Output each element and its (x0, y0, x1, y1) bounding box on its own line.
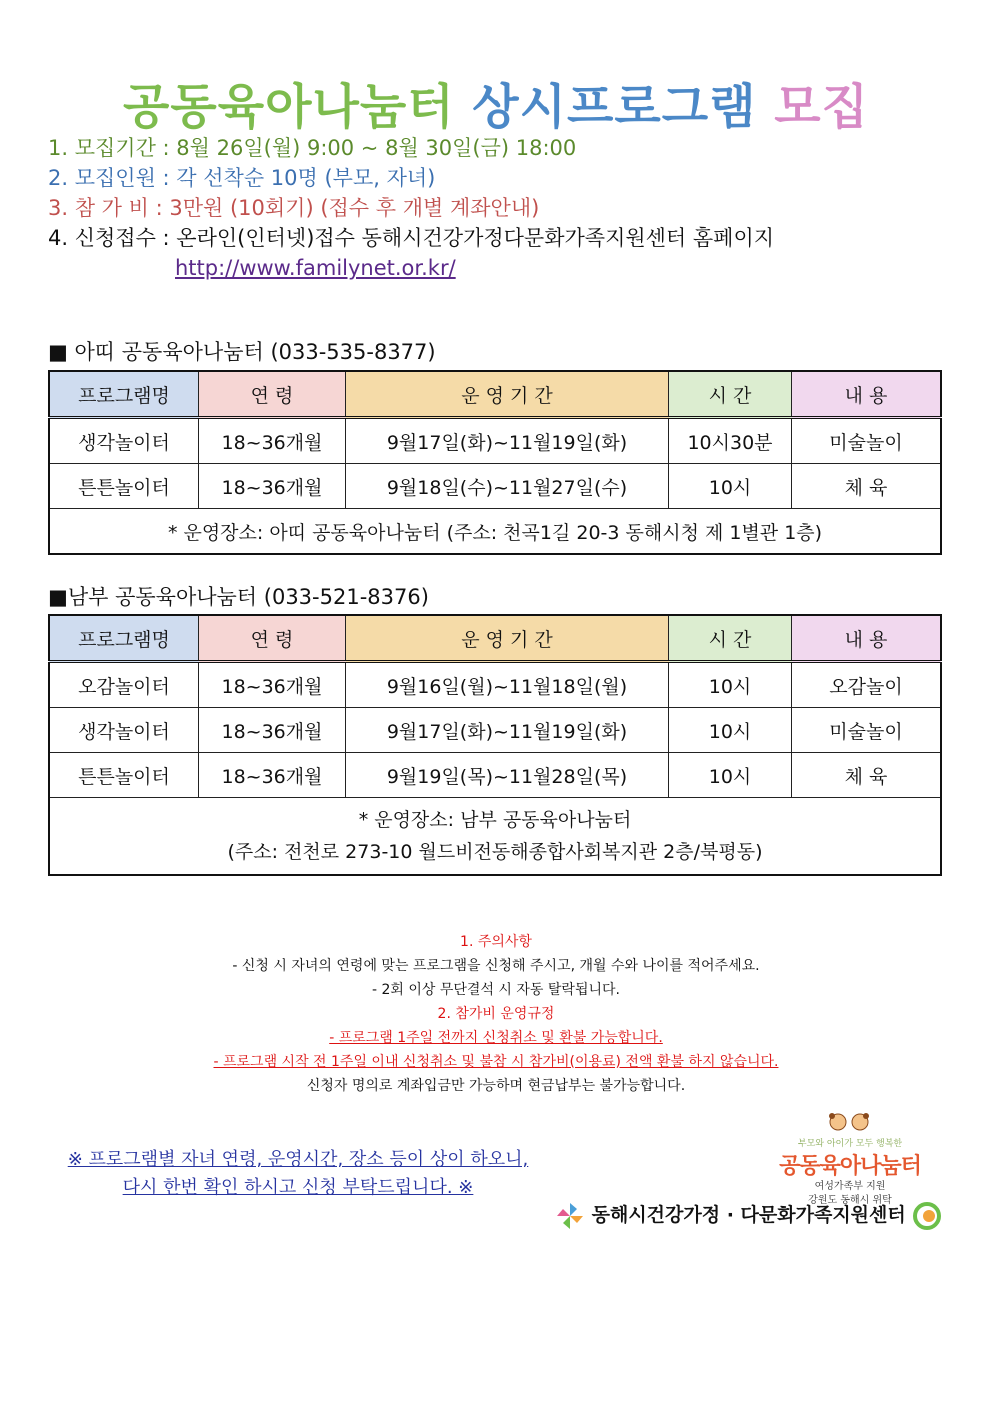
notice-line: - 프로그램 1주일 전까지 신청취소 및 환불 가능합니다. (329, 1030, 663, 1046)
pinwheel-icon (555, 1201, 585, 1231)
section1-title: ■ 아띠 공동육아나눔터 (033-535-8377) (48, 340, 436, 364)
table-footer-row (49, 798, 941, 876)
table-footer-row (49, 509, 941, 555)
page-title (0, 68, 992, 137)
col-header: 연 령 (199, 371, 346, 418)
notice-line: 신청자 명의로 계좌입금만 가능하며 현금납부는 불가능합니다. (306, 1078, 686, 1094)
info-fee: 3. 참 가 비 : 3만원 (10회기) (접수 후 개별 계좌안내) (48, 196, 540, 220)
homepage-link[interactable]: http://www.familynet.or.kr/ (175, 256, 456, 280)
col-header: 프로그램명 (49, 615, 199, 662)
notice-heading-2: 2. 참가비 운영규정 (437, 1006, 555, 1022)
notice-heading-1: 1. 주의사항 (460, 934, 532, 950)
section2-title: ■남부 공동육아나눔터 (033-521-8376) (48, 585, 429, 609)
info-apply: 4. 신청접수 : 온라인(인터넷)접수 동해시건강가정다문화가족지원센터 홈페이지 (48, 226, 775, 250)
table-row: 오감놀이터 18~36개월 9월16일(월)~11월18일(월) 10시 오감놀이 (49, 662, 941, 708)
reminder-note: ※ 프로그램별 자녀 연령, 운영시간, 장소 등이 상이 하오니, 다시 한번 확인 하시고 신청 부탁드립니다. ※ (67, 1149, 529, 1198)
col-header: 연 령 (199, 615, 346, 662)
table-row: 튼튼놀이터 18~36개월 9월19일(목)~11월28일(목) 10시 체 육 (49, 753, 941, 798)
info-period: 1. 모집기간 : 8월 26일(월) 9:00 ~ 8월 30일(금) 18:00 (48, 136, 577, 160)
col-header: 내 용 (792, 615, 942, 662)
notice-line: - 신청 시 자녀의 연령에 맞는 프로그램을 신청해 주시고, 개월 수와 나이를 적어주세요. (232, 958, 760, 974)
info-list (48, 133, 774, 283)
col-header: 프로그램명 (49, 371, 199, 418)
notice-line: - 2회 이상 무단결석 시 자동 탈락됩니다. (372, 982, 620, 998)
table-row: 생각놀이터 18~36개월 9월17일(화)~11월19일(화) 10시 미술놀이 (49, 708, 941, 753)
section1-table (48, 370, 942, 555)
table-row: 튼튼놀이터 18~36개월 9월18일(수)~11월27일(수) 10시 체 육 (49, 464, 941, 509)
col-header: 운 영 기 간 (346, 615, 669, 662)
section2-table (48, 614, 942, 876)
info-capacity: 2. 모집인원 : 각 선착순 10명 (부모, 자녀) (48, 166, 436, 190)
col-header: 시 간 (669, 615, 792, 662)
notice-block (0, 930, 992, 1098)
venue-note: * 운영장소: 아띠 공동육아나눔터 (주소: 천곡1길 20-3 동해시청 제 1별관 1층) (49, 509, 941, 555)
col-header: 내 용 (792, 371, 942, 418)
nanumteo-logo: 부모와 아이가 모두 행복한 공동육아나눔터 여성가족부 지원 강원도 동해시 위탁 (770, 1110, 930, 1208)
table-row: 생각놀이터 18~36개월 9월17일(화)~11월19일(화) 10시30분 미술놀이 (49, 418, 941, 464)
venue-note: * 운영장소: 남부 공동육아나눔터 (주소: 전천로 273-10 월드비전동해종합사회복지관 2층/북평동) (49, 798, 941, 876)
title-part2: 상시프로그램 (472, 79, 757, 135)
title-part1: 공동육아나눔터 (123, 79, 455, 135)
col-header: 운 영 기 간 (346, 371, 669, 418)
col-header: 시 간 (669, 371, 792, 418)
center-logo: 동해시건강가정 · 다문화가족지원센터 (555, 1200, 942, 1231)
family-emblem-icon (912, 1201, 942, 1231)
children-face-icon (820, 1110, 880, 1132)
notice-line: - 프로그램 시작 전 1주일 이내 신청취소 및 불참 시 참가비(이용료) 전액 환불 하지 않습니다. (213, 1054, 779, 1070)
title-part3: 모집 (774, 79, 869, 135)
